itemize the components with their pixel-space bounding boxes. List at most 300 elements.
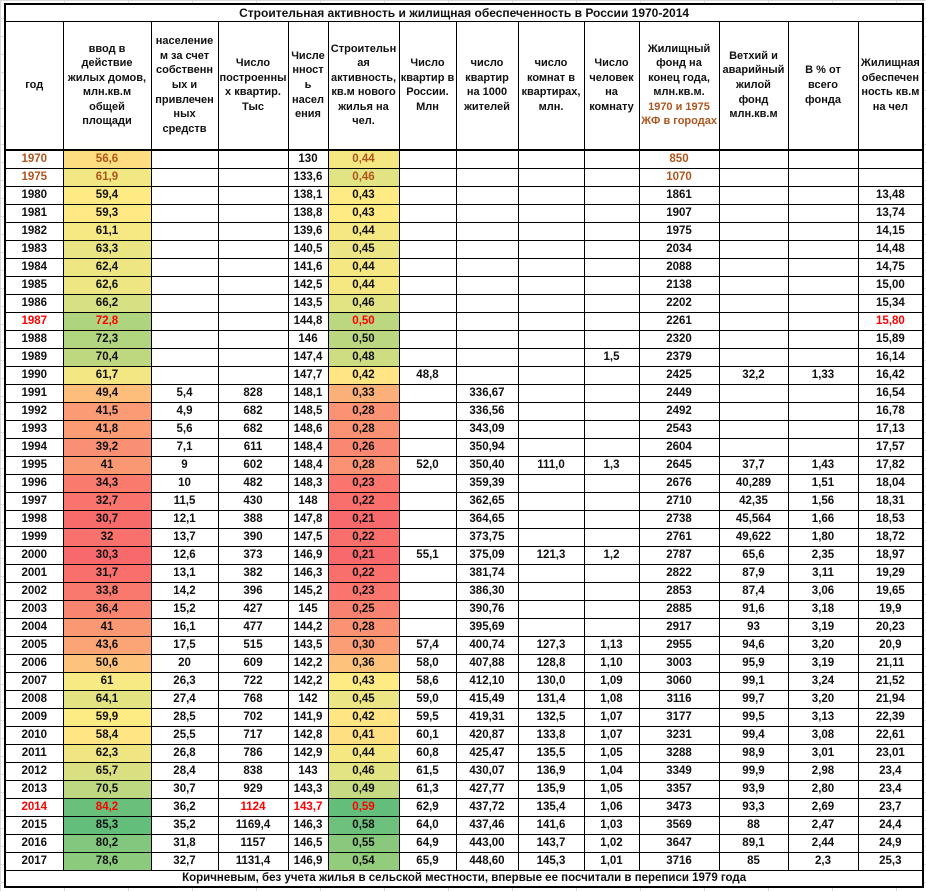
cell-naselenie-2014[interactable]: 143,7 <box>288 799 328 817</box>
cell-year-1992[interactable]: 1992 <box>5 403 63 421</box>
cell-aktivnost-1996[interactable]: 0,23 <box>328 475 399 493</box>
header-zhilfond[interactable] <box>639 21 719 150</box>
cell-kvartiry-mln-1995[interactable]: 52,0 <box>399 457 456 475</box>
cell-sredstva-naseleniya-2006[interactable]: 20 <box>151 655 218 673</box>
cell-kvartiry-na-1000-2005[interactable]: 400,74 <box>456 637 518 655</box>
cell-chel-na-komnatu-1988[interactable] <box>584 331 639 349</box>
header-komnaty-mln[interactable]: число комнат в квартирах, млн. <box>518 21 584 150</box>
cell-aktivnost-2001[interactable]: 0,22 <box>328 565 399 583</box>
cell-aktivnost-1980[interactable]: 0,43 <box>328 187 399 205</box>
cell-naselenie-2013[interactable]: 143,3 <box>288 781 328 799</box>
cell-procent-fonda-2009[interactable]: 3,13 <box>788 709 858 727</box>
cell-vethiy-fond-2001[interactable]: 87,9 <box>719 565 788 583</box>
cell-naselenie-1998[interactable]: 147,8 <box>288 511 328 529</box>
cell-kvartiry-mln-1997[interactable] <box>399 493 456 511</box>
cell-zhilfond-2014[interactable]: 3473 <box>639 799 719 817</box>
cell-naselenie-1981[interactable]: 138,8 <box>288 205 328 223</box>
cell-sredstva-naseleniya-2003[interactable]: 15,2 <box>151 601 218 619</box>
cell-kvartiry-mln-1989[interactable] <box>399 349 456 367</box>
cell-vvod-zhilya-2017[interactable]: 78,6 <box>63 853 151 871</box>
cell-naselenie-2011[interactable]: 142,9 <box>288 745 328 763</box>
cell-vvod-zhilya-1997[interactable]: 32,7 <box>63 493 151 511</box>
cell-kvartiry-tys-1980[interactable] <box>218 187 288 205</box>
cell-sredstva-naseleniya-1975[interactable] <box>151 169 218 187</box>
cell-year-1970[interactable]: 1970 <box>5 150 63 169</box>
cell-aktivnost-2014[interactable]: 0,59 <box>328 799 399 817</box>
cell-year-1996[interactable]: 1996 <box>5 475 63 493</box>
cell-vethiy-fond-1989[interactable] <box>719 349 788 367</box>
cell-vvod-zhilya-1986[interactable]: 66,2 <box>63 295 151 313</box>
cell-vvod-zhilya-2000[interactable]: 30,3 <box>63 547 151 565</box>
cell-procent-fonda-1982[interactable] <box>788 223 858 241</box>
cell-naselenie-1990[interactable]: 147,7 <box>288 367 328 385</box>
cell-chel-na-komnatu-2011[interactable]: 1,05 <box>584 745 639 763</box>
cell-kvartiry-mln-1996[interactable] <box>399 475 456 493</box>
cell-vethiy-fond-2009[interactable]: 99,5 <box>719 709 788 727</box>
cell-komnaty-mln-2015[interactable]: 141,6 <box>518 817 584 835</box>
cell-year-2011[interactable]: 2011 <box>5 745 63 763</box>
cell-vvod-zhilya-1987[interactable]: 72,8 <box>63 313 151 331</box>
cell-kvartiry-tys-1982[interactable] <box>218 223 288 241</box>
cell-procent-fonda-1998[interactable]: 1,66 <box>788 511 858 529</box>
cell-zhilfond-1986[interactable]: 2202 <box>639 295 719 313</box>
header-naselenie[interactable]: Численность населения <box>288 21 328 150</box>
cell-kvartiry-mln-1999[interactable] <box>399 529 456 547</box>
table-title[interactable]: Строительная активность и жилищная обеспеченность в России 1970-2014 <box>5 4 923 21</box>
cell-komnaty-mln-2014[interactable]: 135,4 <box>518 799 584 817</box>
cell-zhilfond-2008[interactable]: 3116 <box>639 691 719 709</box>
cell-aktivnost-2009[interactable]: 0,42 <box>328 709 399 727</box>
cell-chel-na-komnatu-1975[interactable] <box>584 169 639 187</box>
cell-kvartiry-tys-2014[interactable]: 1124 <box>218 799 288 817</box>
cell-vethiy-fond-1987[interactable] <box>719 313 788 331</box>
cell-obespechennost-2003[interactable]: 19,9 <box>858 601 923 619</box>
cell-vethiy-fond-1996[interactable]: 40,289 <box>719 475 788 493</box>
cell-kvartiry-mln-1994[interactable] <box>399 439 456 457</box>
cell-aktivnost-1983[interactable]: 0,45 <box>328 241 399 259</box>
cell-komnaty-mln-1970[interactable] <box>518 150 584 169</box>
cell-year-1987[interactable]: 1987 <box>5 313 63 331</box>
cell-komnaty-mln-1991[interactable] <box>518 385 584 403</box>
cell-sredstva-naseleniya-2016[interactable]: 31,8 <box>151 835 218 853</box>
cell-vethiy-fond-1975[interactable] <box>719 169 788 187</box>
cell-kvartiry-mln-2001[interactable] <box>399 565 456 583</box>
cell-kvartiry-tys-2004[interactable]: 477 <box>218 619 288 637</box>
cell-chel-na-komnatu-1997[interactable] <box>584 493 639 511</box>
cell-sredstva-naseleniya-1995[interactable]: 9 <box>151 457 218 475</box>
cell-year-2015[interactable]: 2015 <box>5 817 63 835</box>
cell-obespechennost-1988[interactable]: 15,89 <box>858 331 923 349</box>
cell-kvartiry-tys-2016[interactable]: 1157 <box>218 835 288 853</box>
cell-year-1997[interactable]: 1997 <box>5 493 63 511</box>
cell-komnaty-mln-2011[interactable]: 135,5 <box>518 745 584 763</box>
cell-naselenie-2000[interactable]: 146,9 <box>288 547 328 565</box>
cell-vvod-zhilya-1993[interactable]: 41,8 <box>63 421 151 439</box>
cell-vethiy-fond-2004[interactable]: 93 <box>719 619 788 637</box>
cell-chel-na-komnatu-2001[interactable] <box>584 565 639 583</box>
cell-sredstva-naseleniya-1983[interactable] <box>151 241 218 259</box>
header-chel-na-komnatu[interactable]: Число человек на комнату <box>584 21 639 150</box>
cell-aktivnost-1992[interactable]: 0,28 <box>328 403 399 421</box>
cell-vethiy-fond-1983[interactable] <box>719 241 788 259</box>
cell-kvartiry-mln-2015[interactable]: 64,0 <box>399 817 456 835</box>
cell-year-1989[interactable]: 1989 <box>5 349 63 367</box>
cell-komnaty-mln-2008[interactable]: 131,4 <box>518 691 584 709</box>
cell-chel-na-komnatu-2006[interactable]: 1,10 <box>584 655 639 673</box>
cell-vethiy-fond-2005[interactable]: 94,6 <box>719 637 788 655</box>
cell-naselenie-1992[interactable]: 148,5 <box>288 403 328 421</box>
cell-aktivnost-1995[interactable]: 0,28 <box>328 457 399 475</box>
cell-zhilfond-1998[interactable]: 2738 <box>639 511 719 529</box>
cell-procent-fonda-2007[interactable]: 3,24 <box>788 673 858 691</box>
cell-kvartiry-na-1000-2014[interactable]: 437,72 <box>456 799 518 817</box>
cell-sredstva-naseleniya-2013[interactable]: 30,7 <box>151 781 218 799</box>
cell-komnaty-mln-1980[interactable] <box>518 187 584 205</box>
cell-aktivnost-2002[interactable]: 0,23 <box>328 583 399 601</box>
cell-kvartiry-na-1000-1970[interactable] <box>456 150 518 169</box>
cell-kvartiry-na-1000-1998[interactable]: 364,65 <box>456 511 518 529</box>
cell-obespechennost-2017[interactable]: 25,3 <box>858 853 923 871</box>
cell-komnaty-mln-1997[interactable] <box>518 493 584 511</box>
cell-vethiy-fond-2006[interactable]: 95,9 <box>719 655 788 673</box>
cell-kvartiry-na-1000-2013[interactable]: 427,77 <box>456 781 518 799</box>
cell-zhilfond-2011[interactable]: 3288 <box>639 745 719 763</box>
cell-obespechennost-1996[interactable]: 18,04 <box>858 475 923 493</box>
cell-year-1981[interactable]: 1981 <box>5 205 63 223</box>
cell-vethiy-fond-2015[interactable]: 88 <box>719 817 788 835</box>
cell-kvartiry-na-1000-1990[interactable] <box>456 367 518 385</box>
cell-kvartiry-na-1000-1975[interactable] <box>456 169 518 187</box>
cell-aktivnost-2007[interactable]: 0,43 <box>328 673 399 691</box>
cell-kvartiry-tys-2011[interactable]: 786 <box>218 745 288 763</box>
cell-zhilfond-2004[interactable]: 2917 <box>639 619 719 637</box>
cell-kvartiry-mln-1975[interactable] <box>399 169 456 187</box>
cell-obespechennost-2008[interactable]: 21,94 <box>858 691 923 709</box>
cell-aktivnost-2005[interactable]: 0,30 <box>328 637 399 655</box>
cell-vethiy-fond-2014[interactable]: 93,3 <box>719 799 788 817</box>
cell-obespechennost-1983[interactable]: 14,48 <box>858 241 923 259</box>
cell-year-1998[interactable]: 1998 <box>5 511 63 529</box>
header-procent-fonda[interactable]: В % от всего фонда <box>788 21 858 150</box>
cell-obespechennost-2006[interactable]: 21,11 <box>858 655 923 673</box>
header-obespechennost[interactable]: Жилищная обеспеченность кв.м на чел <box>858 21 923 150</box>
cell-obespechennost-1985[interactable]: 15,00 <box>858 277 923 295</box>
cell-aktivnost-2000[interactable]: 0,21 <box>328 547 399 565</box>
cell-aktivnost-1991[interactable]: 0,33 <box>328 385 399 403</box>
cell-chel-na-komnatu-1987[interactable] <box>584 313 639 331</box>
cell-chel-na-komnatu-1994[interactable] <box>584 439 639 457</box>
cell-kvartiry-na-1000-2016[interactable]: 443,00 <box>456 835 518 853</box>
cell-komnaty-mln-1999[interactable] <box>518 529 584 547</box>
cell-obespechennost-1982[interactable]: 14,15 <box>858 223 923 241</box>
cell-vethiy-fond-1981[interactable] <box>719 205 788 223</box>
cell-vvod-zhilya-1984[interactable]: 62,4 <box>63 259 151 277</box>
cell-kvartiry-na-1000-1992[interactable]: 336,56 <box>456 403 518 421</box>
cell-obespechennost-2010[interactable]: 22,61 <box>858 727 923 745</box>
cell-year-2005[interactable]: 2005 <box>5 637 63 655</box>
cell-aktivnost-1988[interactable]: 0,50 <box>328 331 399 349</box>
cell-procent-fonda-1992[interactable] <box>788 403 858 421</box>
cell-chel-na-komnatu-2002[interactable] <box>584 583 639 601</box>
cell-obespechennost-1999[interactable]: 18,72 <box>858 529 923 547</box>
cell-kvartiry-na-1000-2007[interactable]: 412,10 <box>456 673 518 691</box>
cell-sredstva-naseleniya-1993[interactable]: 5,6 <box>151 421 218 439</box>
header-vvod-zhilya[interactable]: ввод в действие жилых домов, млн.кв.м общей площади <box>63 21 151 150</box>
cell-vvod-zhilya-1999[interactable]: 32 <box>63 529 151 547</box>
cell-komnaty-mln-1993[interactable] <box>518 421 584 439</box>
cell-aktivnost-1989[interactable]: 0,48 <box>328 349 399 367</box>
cell-vethiy-fond-2012[interactable]: 99,9 <box>719 763 788 781</box>
cell-obespechennost-2001[interactable]: 19,29 <box>858 565 923 583</box>
cell-chel-na-komnatu-2000[interactable]: 1,2 <box>584 547 639 565</box>
cell-year-2008[interactable]: 2008 <box>5 691 63 709</box>
cell-chel-na-komnatu-1982[interactable] <box>584 223 639 241</box>
cell-zhilfond-1990[interactable]: 2425 <box>639 367 719 385</box>
cell-kvartiry-tys-1994[interactable]: 611 <box>218 439 288 457</box>
cell-kvartiry-mln-2005[interactable]: 57,4 <box>399 637 456 655</box>
cell-kvartiry-mln-1987[interactable] <box>399 313 456 331</box>
cell-naselenie-1995[interactable]: 148,4 <box>288 457 328 475</box>
cell-vvod-zhilya-2002[interactable]: 33,8 <box>63 583 151 601</box>
cell-vvod-zhilya-2012[interactable]: 65,7 <box>63 763 151 781</box>
cell-year-2014[interactable]: 2014 <box>5 799 63 817</box>
cell-naselenie-1983[interactable]: 140,5 <box>288 241 328 259</box>
cell-naselenie-1980[interactable]: 138,1 <box>288 187 328 205</box>
cell-chel-na-komnatu-2015[interactable]: 1,03 <box>584 817 639 835</box>
cell-kvartiry-tys-2006[interactable]: 609 <box>218 655 288 673</box>
cell-kvartiry-na-1000-1984[interactable] <box>456 259 518 277</box>
cell-zhilfond-2016[interactable]: 3647 <box>639 835 719 853</box>
cell-obespechennost-1987[interactable]: 15,80 <box>858 313 923 331</box>
cell-vvod-zhilya-1998[interactable]: 30,7 <box>63 511 151 529</box>
cell-obespechennost-2014[interactable]: 23,7 <box>858 799 923 817</box>
cell-chel-na-komnatu-1999[interactable] <box>584 529 639 547</box>
cell-kvartiry-tys-2001[interactable]: 382 <box>218 565 288 583</box>
cell-year-2004[interactable]: 2004 <box>5 619 63 637</box>
cell-obespechennost-1981[interactable]: 13,74 <box>858 205 923 223</box>
cell-procent-fonda-1984[interactable] <box>788 259 858 277</box>
cell-kvartiry-na-1000-2015[interactable]: 437,46 <box>456 817 518 835</box>
footer-note[interactable]: Коричневым, без учета жилья в сельской местности, впервые ее посчитали в переписи 1979 года <box>5 871 923 887</box>
cell-sredstva-naseleniya-2012[interactable]: 28,4 <box>151 763 218 781</box>
cell-kvartiry-tys-1983[interactable] <box>218 241 288 259</box>
cell-year-1980[interactable]: 1980 <box>5 187 63 205</box>
cell-kvartiry-mln-2008[interactable]: 59,0 <box>399 691 456 709</box>
cell-procent-fonda-2017[interactable]: 2,3 <box>788 853 858 871</box>
cell-kvartiry-tys-1989[interactable] <box>218 349 288 367</box>
cell-kvartiry-tys-1970[interactable] <box>218 150 288 169</box>
cell-kvartiry-mln-2014[interactable]: 62,9 <box>399 799 456 817</box>
cell-sredstva-naseleniya-2008[interactable]: 27,4 <box>151 691 218 709</box>
cell-year-2001[interactable]: 2001 <box>5 565 63 583</box>
cell-zhilfond-1996[interactable]: 2676 <box>639 475 719 493</box>
cell-aktivnost-1986[interactable]: 0,46 <box>328 295 399 313</box>
header-kvartiry-mln[interactable]: Число квартир в России. Млн <box>399 21 456 150</box>
cell-aktivnost-1975[interactable]: 0,46 <box>328 169 399 187</box>
cell-procent-fonda-1983[interactable] <box>788 241 858 259</box>
cell-vvod-zhilya-1996[interactable]: 34,3 <box>63 475 151 493</box>
cell-sredstva-naseleniya-1980[interactable] <box>151 187 218 205</box>
cell-kvartiry-tys-1993[interactable]: 682 <box>218 421 288 439</box>
cell-kvartiry-na-1000-1989[interactable] <box>456 349 518 367</box>
cell-obespechennost-1993[interactable]: 17,13 <box>858 421 923 439</box>
cell-aktivnost-1998[interactable]: 0,21 <box>328 511 399 529</box>
cell-kvartiry-mln-2013[interactable]: 61,3 <box>399 781 456 799</box>
cell-aktivnost-2016[interactable]: 0,55 <box>328 835 399 853</box>
cell-zhilfond-1992[interactable]: 2492 <box>639 403 719 421</box>
cell-procent-fonda-2013[interactable]: 2,80 <box>788 781 858 799</box>
cell-naselenie-1988[interactable]: 146 <box>288 331 328 349</box>
cell-chel-na-komnatu-2004[interactable] <box>584 619 639 637</box>
cell-sredstva-naseleniya-1981[interactable] <box>151 205 218 223</box>
cell-sredstva-naseleniya-1987[interactable] <box>151 313 218 331</box>
cell-vethiy-fond-1985[interactable] <box>719 277 788 295</box>
cell-komnaty-mln-1998[interactable] <box>518 511 584 529</box>
cell-komnaty-mln-1987[interactable] <box>518 313 584 331</box>
cell-vvod-zhilya-2007[interactable]: 61 <box>63 673 151 691</box>
cell-vvod-zhilya-1989[interactable]: 70,4 <box>63 349 151 367</box>
cell-chel-na-komnatu-1984[interactable] <box>584 259 639 277</box>
cell-year-2017[interactable]: 2017 <box>5 853 63 871</box>
cell-kvartiry-tys-1995[interactable]: 602 <box>218 457 288 475</box>
cell-kvartiry-na-1000-1991[interactable]: 336,67 <box>456 385 518 403</box>
cell-vvod-zhilya-2005[interactable]: 43,6 <box>63 637 151 655</box>
cell-chel-na-komnatu-1992[interactable] <box>584 403 639 421</box>
cell-kvartiry-na-1000-1985[interactable] <box>456 277 518 295</box>
cell-procent-fonda-1985[interactable] <box>788 277 858 295</box>
cell-chel-na-komnatu-1980[interactable] <box>584 187 639 205</box>
cell-sredstva-naseleniya-2007[interactable]: 26,3 <box>151 673 218 691</box>
cell-obespechennost-2007[interactable]: 21,52 <box>858 673 923 691</box>
cell-kvartiry-na-1000-2000[interactable]: 375,09 <box>456 547 518 565</box>
cell-sredstva-naseleniya-2017[interactable]: 32,7 <box>151 853 218 871</box>
cell-komnaty-mln-2003[interactable] <box>518 601 584 619</box>
cell-obespechennost-1997[interactable]: 18,31 <box>858 493 923 511</box>
cell-kvartiry-na-1000-2017[interactable]: 448,60 <box>456 853 518 871</box>
cell-zhilfond-1999[interactable]: 2761 <box>639 529 719 547</box>
cell-sredstva-naseleniya-1998[interactable]: 12,1 <box>151 511 218 529</box>
cell-naselenie-1985[interactable]: 142,5 <box>288 277 328 295</box>
cell-procent-fonda-1970[interactable] <box>788 150 858 169</box>
cell-aktivnost-2004[interactable]: 0,28 <box>328 619 399 637</box>
cell-kvartiry-mln-1981[interactable] <box>399 205 456 223</box>
cell-obespechennost-2015[interactable]: 24,4 <box>858 817 923 835</box>
cell-aktivnost-2010[interactable]: 0,41 <box>328 727 399 745</box>
cell-sredstva-naseleniya-2004[interactable]: 16,1 <box>151 619 218 637</box>
cell-vvod-zhilya-1990[interactable]: 61,7 <box>63 367 151 385</box>
cell-naselenie-2006[interactable]: 142,2 <box>288 655 328 673</box>
cell-zhilfond-1980[interactable]: 1861 <box>639 187 719 205</box>
cell-chel-na-komnatu-1991[interactable] <box>584 385 639 403</box>
cell-zhilfond-2002[interactable]: 2853 <box>639 583 719 601</box>
cell-kvartiry-tys-2012[interactable]: 838 <box>218 763 288 781</box>
cell-naselenie-2010[interactable]: 142,8 <box>288 727 328 745</box>
cell-vethiy-fond-2008[interactable]: 99,7 <box>719 691 788 709</box>
cell-zhilfond-1982[interactable]: 1975 <box>639 223 719 241</box>
cell-vethiy-fond-1990[interactable]: 32,2 <box>719 367 788 385</box>
header-kvartiry-tys[interactable]: Число построенных квартир. Тыс <box>218 21 288 150</box>
cell-zhilfond-1994[interactable]: 2604 <box>639 439 719 457</box>
cell-naselenie-1970[interactable]: 130 <box>288 150 328 169</box>
cell-komnaty-mln-2001[interactable] <box>518 565 584 583</box>
cell-vethiy-fond-2010[interactable]: 99,4 <box>719 727 788 745</box>
cell-komnaty-mln-1985[interactable] <box>518 277 584 295</box>
cell-procent-fonda-1996[interactable]: 1,51 <box>788 475 858 493</box>
cell-procent-fonda-2008[interactable]: 3,20 <box>788 691 858 709</box>
cell-naselenie-2016[interactable]: 146,5 <box>288 835 328 853</box>
cell-kvartiry-na-1000-1986[interactable] <box>456 295 518 313</box>
cell-vethiy-fond-1998[interactable]: 45,564 <box>719 511 788 529</box>
cell-aktivnost-1981[interactable]: 0,43 <box>328 205 399 223</box>
cell-chel-na-komnatu-1998[interactable] <box>584 511 639 529</box>
cell-procent-fonda-1999[interactable]: 1,80 <box>788 529 858 547</box>
cell-zhilfond-1987[interactable]: 2261 <box>639 313 719 331</box>
cell-aktivnost-2003[interactable]: 0,25 <box>328 601 399 619</box>
cell-zhilfond-2007[interactable]: 3060 <box>639 673 719 691</box>
cell-komnaty-mln-2012[interactable]: 136,9 <box>518 763 584 781</box>
cell-vvod-zhilya-2008[interactable]: 64,1 <box>63 691 151 709</box>
cell-chel-na-komnatu-2007[interactable]: 1,09 <box>584 673 639 691</box>
cell-chel-na-komnatu-2003[interactable] <box>584 601 639 619</box>
cell-procent-fonda-2010[interactable]: 3,08 <box>788 727 858 745</box>
cell-kvartiry-tys-1986[interactable] <box>218 295 288 313</box>
cell-kvartiry-tys-1975[interactable] <box>218 169 288 187</box>
cell-zhilfond-1981[interactable]: 1907 <box>639 205 719 223</box>
cell-obespechennost-2000[interactable]: 18,97 <box>858 547 923 565</box>
cell-komnaty-mln-1990[interactable] <box>518 367 584 385</box>
header-vethiy-fond[interactable]: Ветхий и аварийный жилой фонд млн.кв.м <box>719 21 788 150</box>
cell-chel-na-komnatu-2016[interactable]: 1,02 <box>584 835 639 853</box>
cell-kvartiry-na-1000-2004[interactable]: 395,69 <box>456 619 518 637</box>
cell-kvartiry-tys-2002[interactable]: 396 <box>218 583 288 601</box>
cell-naselenie-2005[interactable]: 143,5 <box>288 637 328 655</box>
cell-naselenie-2002[interactable]: 145,2 <box>288 583 328 601</box>
cell-naselenie-2003[interactable]: 145 <box>288 601 328 619</box>
cell-aktivnost-1985[interactable]: 0,44 <box>328 277 399 295</box>
cell-kvartiry-na-1000-1994[interactable]: 350,94 <box>456 439 518 457</box>
cell-kvartiry-tys-1985[interactable] <box>218 277 288 295</box>
cell-kvartiry-tys-2010[interactable]: 717 <box>218 727 288 745</box>
cell-zhilfond-2005[interactable]: 2955 <box>639 637 719 655</box>
cell-procent-fonda-2014[interactable]: 2,69 <box>788 799 858 817</box>
cell-zhilfond-1988[interactable]: 2320 <box>639 331 719 349</box>
cell-chel-na-komnatu-1989[interactable]: 1,5 <box>584 349 639 367</box>
cell-procent-fonda-1989[interactable] <box>788 349 858 367</box>
cell-sredstva-naseleniya-2010[interactable]: 25,5 <box>151 727 218 745</box>
cell-procent-fonda-1990[interactable]: 1,33 <box>788 367 858 385</box>
cell-aktivnost-2017[interactable]: 0,54 <box>328 853 399 871</box>
cell-vvod-zhilya-2006[interactable]: 50,6 <box>63 655 151 673</box>
cell-kvartiry-mln-2011[interactable]: 60,8 <box>399 745 456 763</box>
cell-vethiy-fond-1997[interactable]: 42,35 <box>719 493 788 511</box>
cell-vvod-zhilya-2016[interactable]: 80,2 <box>63 835 151 853</box>
cell-year-1999[interactable]: 1999 <box>5 529 63 547</box>
cell-vethiy-fond-2011[interactable]: 98,9 <box>719 745 788 763</box>
cell-obespechennost-1991[interactable]: 16,54 <box>858 385 923 403</box>
cell-chel-na-komnatu-1996[interactable] <box>584 475 639 493</box>
cell-kvartiry-mln-2002[interactable] <box>399 583 456 601</box>
cell-procent-fonda-1980[interactable] <box>788 187 858 205</box>
cell-kvartiry-mln-1980[interactable] <box>399 187 456 205</box>
cell-procent-fonda-1994[interactable] <box>788 439 858 457</box>
cell-naselenie-2008[interactable]: 142 <box>288 691 328 709</box>
cell-sredstva-naseleniya-1985[interactable] <box>151 277 218 295</box>
cell-zhilfond-1975[interactable]: 1070 <box>639 169 719 187</box>
cell-kvartiry-na-1000-2009[interactable]: 419,31 <box>456 709 518 727</box>
cell-sredstva-naseleniya-1984[interactable] <box>151 259 218 277</box>
cell-procent-fonda-2015[interactable]: 2,47 <box>788 817 858 835</box>
cell-year-1995[interactable]: 1995 <box>5 457 63 475</box>
